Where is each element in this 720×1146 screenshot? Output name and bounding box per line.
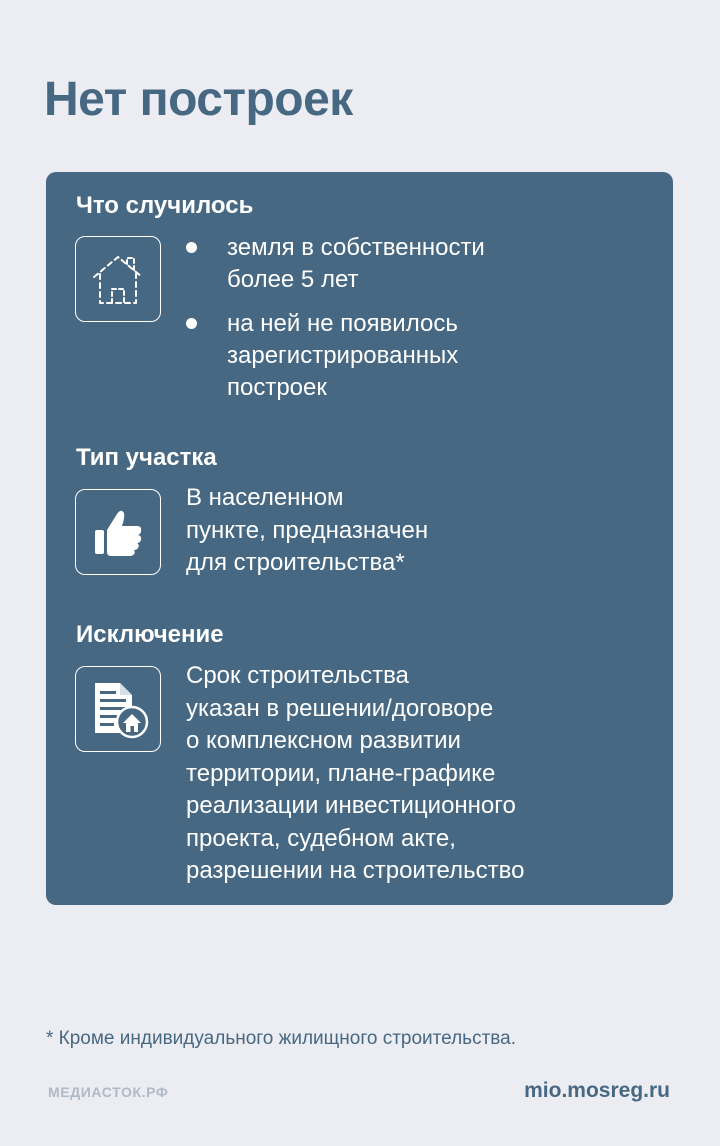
section-heading-exception: Исключение xyxy=(76,621,224,648)
list-item xyxy=(186,232,656,296)
section-heading-what-happened: Что случилось xyxy=(76,192,254,219)
source-link[interactable]: mio.mosreg.ru xyxy=(524,1079,670,1102)
thumbs-up-icon xyxy=(75,489,161,575)
info-card xyxy=(46,172,673,905)
exception-text: Срок строительства указан в решении/договоре о комплексном развитии территории, плане-графике реализации инвестиционного проекта, судебном акте, разрешении на строительство xyxy=(186,662,525,884)
footnote: * Кроме индивидуального жилищного строительства. xyxy=(46,1028,516,1049)
section-heading-plot-type: Тип участка xyxy=(76,444,217,471)
house-outline-dashed-icon xyxy=(75,236,161,322)
page-title: Нет построек xyxy=(44,73,353,126)
what-happened-list xyxy=(186,232,656,416)
bullet-icon xyxy=(186,318,197,329)
list-item-text: на ней не появилось зарегистрированных построек xyxy=(227,310,459,401)
mediastok-logo: МЕДИАСТОК.РФ xyxy=(48,1084,169,1100)
list-item-text: земля в собственности более 5 лет xyxy=(227,234,485,293)
document-house-icon xyxy=(75,666,161,752)
list-item xyxy=(186,308,656,404)
bullet-icon xyxy=(186,242,197,253)
plot-type-text: В населенном пункте, предназначен для строительства* xyxy=(186,484,429,576)
